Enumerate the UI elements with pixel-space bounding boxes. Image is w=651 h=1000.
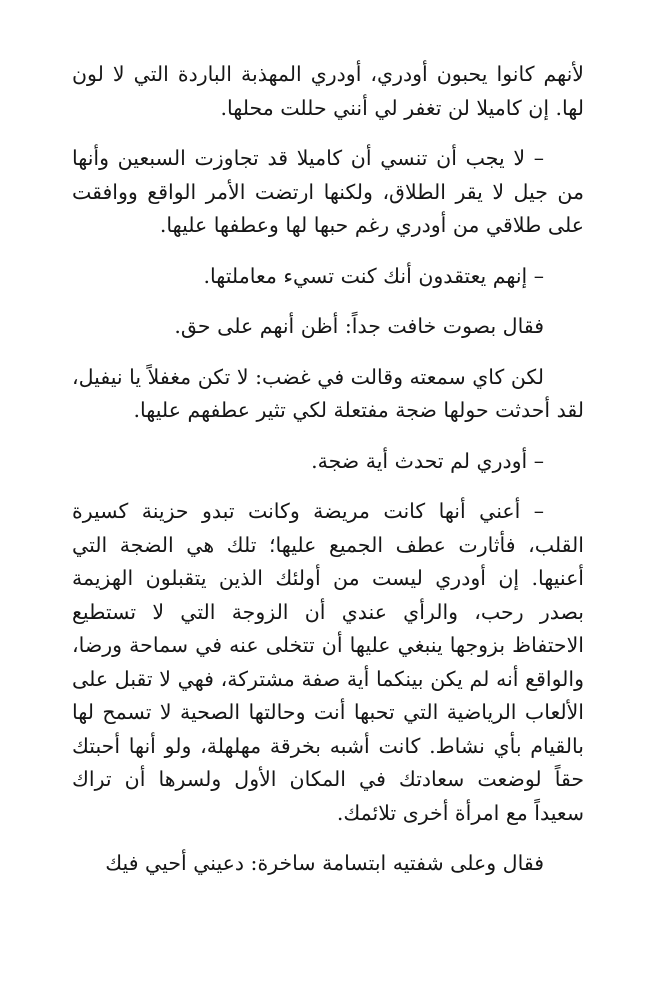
paragraph: فقال وعلى شفتيه ابتسامة ساخرة: دعيني أحيي فيك <box>105 851 544 875</box>
paragraph: – أعني أنها كانت مريضة وكانت تبدو حزينة كسيرة القلب، فأثارت عطف الجميع عليها؛ تلك هي الضجة التي أعنيها. إن أودري ليست من أولئك الذين يتقبلون الهزيمة بصدر رحب، والرأي عندي أن الزوجة التي لا تستطيع الاحتفاظ بزوجها ينبغي عليها أن تتخلى عنه في سماحة ورضا، والواقع أنه لم يكن بينكما أية صفة مشتركة، فهي لا تقبل على الألعاب الرياضية التي تحبها أنت وحالتها الصحية لا تسمح لها بالقيام بأي نشاط. كانت أشبه بخرقة مهلهلة، ولو أنها أحبتك حقاً لوضعت سعادتك في المكان الأول ولسرها أن تراك سعيداً مع امرأة أخرى تلائمك. <box>72 499 584 825</box>
book-page-text <box>72 58 584 1000</box>
paragraph: – أودري لم تحدث أية ضجة. <box>311 448 544 473</box>
paragraph: – إنهم يعتقدون أنك كنت تسيء معاملتها. <box>203 263 544 288</box>
paragraph: لكن كاي سمعته وقالت في غضب: لا تكن مغفلاً يا نيفيل، لقد أحدثت حولها ضجة مفتعلة لكي تثير عطفهم عليها. <box>72 364 584 422</box>
paragraph: فقال بصوت خافت جداً: أظن أنهم على حق. <box>174 314 544 338</box>
paragraph: – لا يجب أن تنسي أن كاميلا قد تجاوزت السبعين وأنها من جيل لا يقر الطلاق، ولكنها ارتضت الأمر الواقع ووافقت على طلاقي من أودري رغم حبها لها وعطفها عليها. <box>72 146 584 237</box>
paragraph: لأنهم كانوا يحبون أودري، أودري المهذبة الباردة التي لا لون لها. إن كاميلا لن تغفر لي أنني حللت محلها. <box>72 62 584 120</box>
